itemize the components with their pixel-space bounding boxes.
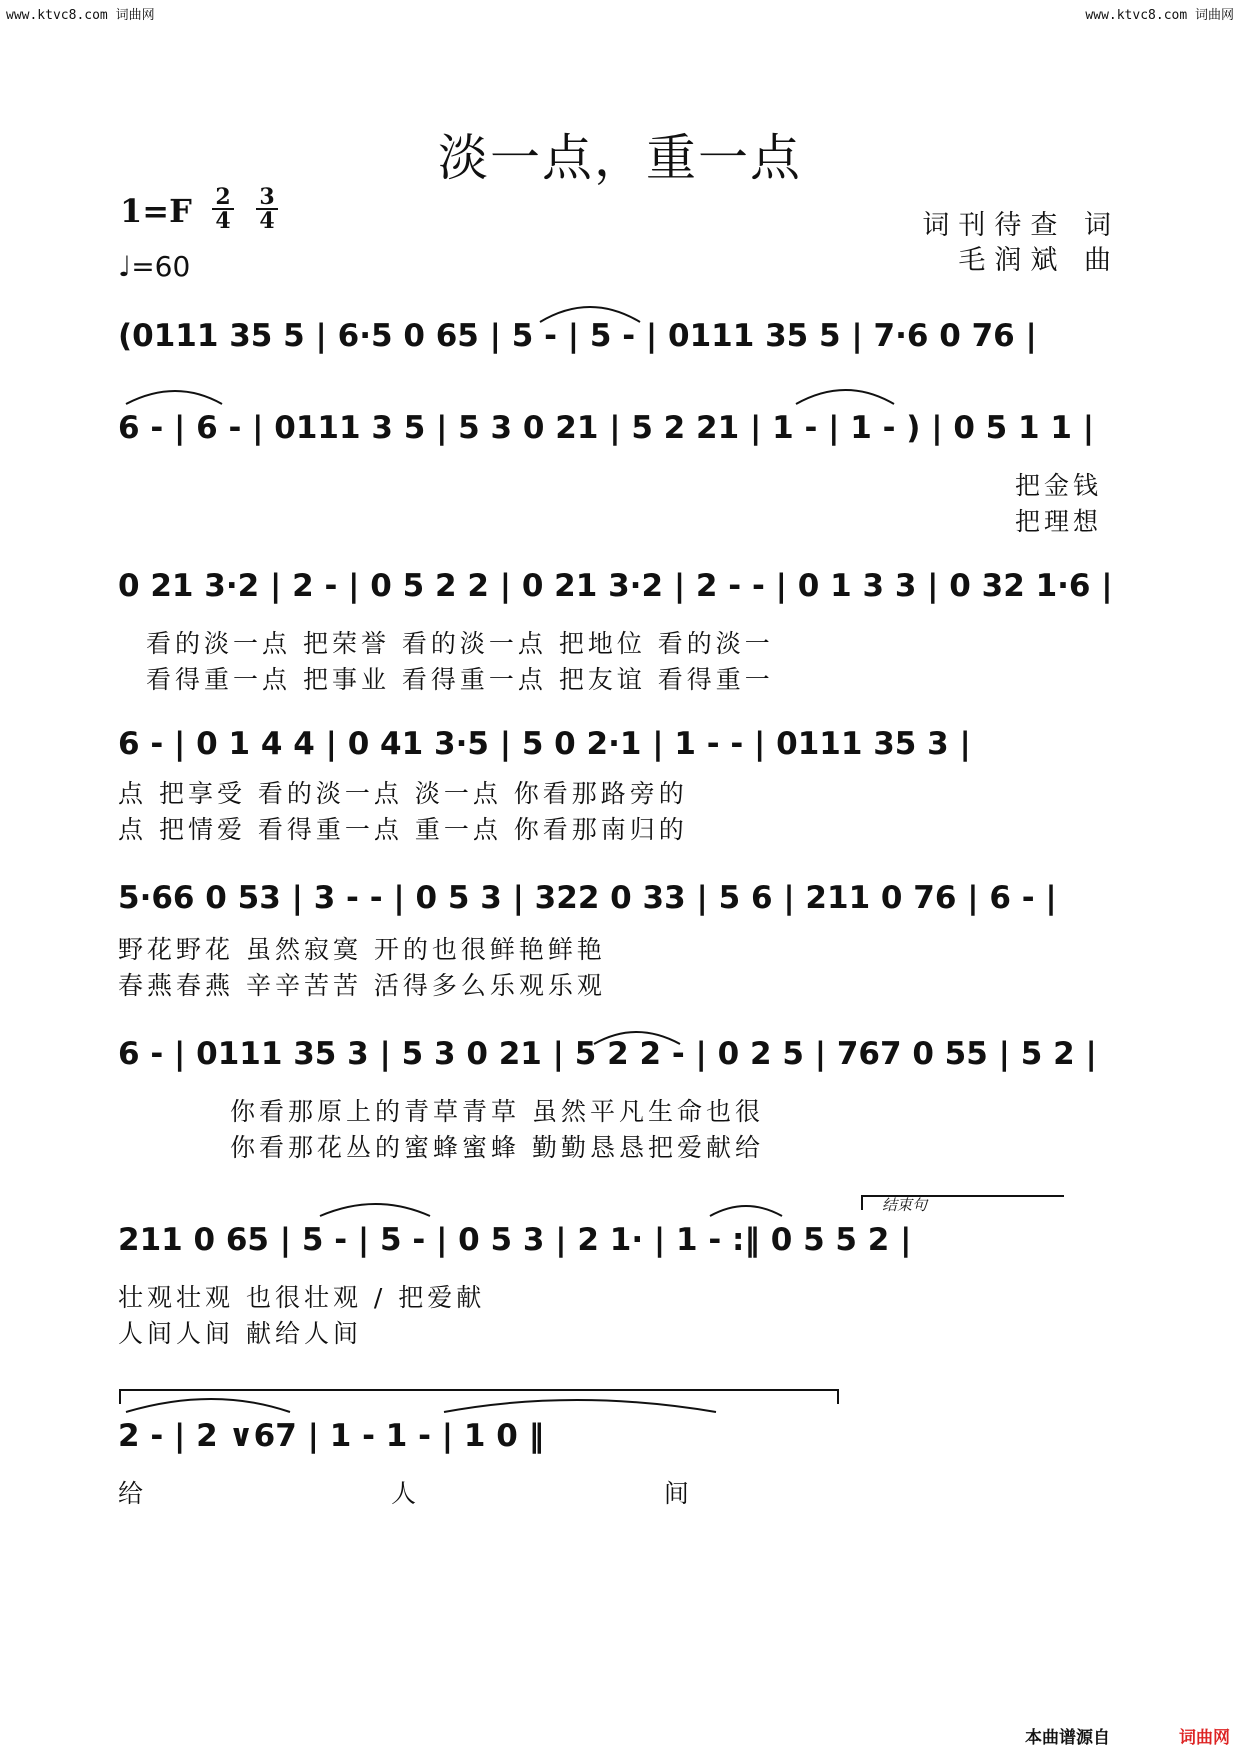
time-signature-2: 3 4	[256, 186, 278, 232]
slur	[126, 1399, 290, 1412]
slur	[796, 390, 894, 404]
lyrics-6-verse-1: 你看那原上的青草青草 虽然平凡生命也很	[230, 1097, 764, 1126]
slur	[710, 1206, 782, 1216]
lyrics-7-verse-2: 人间人间 献给人间	[118, 1319, 362, 1348]
lyricist-credit: 词刊待查 词	[922, 210, 1120, 241]
lyrics-3-verse-2: 看得重一点 把事业 看得重一点 把友谊 看得重一	[146, 665, 774, 694]
site-logo: 词曲网	[1179, 1728, 1230, 1748]
watermark-right: www.ktvc8.com 词曲网	[1085, 8, 1234, 23]
slur	[540, 307, 640, 322]
score-system-1: (0111 35 5 | 6·5 0 65 | 5 - | 5 - | 0111 35 5 | 7·6 0 76 |	[118, 318, 1037, 354]
score-system-8: 2 - | 2 ∨67 | 1 - 1 - | 1 0 ‖	[118, 1418, 545, 1454]
source-note: 本曲谱源自	[1025, 1728, 1110, 1748]
lyrics-7-verse-1: 壮观壮观 也很壮观 / 把爱献	[118, 1283, 486, 1312]
time-signature-1: 2 4	[212, 186, 234, 232]
composer-credit: 毛润斌 曲	[958, 245, 1120, 276]
ending-bracket	[862, 1196, 1064, 1210]
score-system-4: 6 - | 0 1 4 4 | 0 41 3·5 | 5 0 2·1 | 1 - - | 0111 35 3 |	[118, 726, 971, 762]
score-system-6: 6 - | 0111 35 3 | 5 3 0 21 | 5 2 2 - | 0 2 5 | 767 0 55 | 5 2 |	[118, 1036, 1097, 1072]
score-system-5: 5·66 0 53 | 3 - - | 0 5 3 | 322 0 33 | 5 6 | 211 0 76 | 6 - |	[118, 880, 1057, 916]
ending-label: 结束句	[882, 1196, 928, 1214]
score-system-2: 6 - | 6 - | 0111 3 5 | 5 3 0 21 | 5 2 21 | 1 - | 1 - ) | 0 5 1 1 |	[118, 410, 1095, 446]
song-title: 淡一点，重一点	[438, 129, 802, 187]
score-system-7: 211 0 65 | 5 - | 5 - | 0 5 3 | 2 1· | 1 - :‖ 0 5 5 2 |	[118, 1222, 912, 1258]
slur	[444, 1400, 716, 1412]
lyrics-6-verse-2: 你看那花丛的蜜蜂蜜蜂 勤勤恳恳把爱献给	[230, 1133, 764, 1162]
slur	[126, 391, 222, 404]
lyrics-2-verse-1: 把金钱	[1015, 471, 1103, 500]
lyrics-4-verse-1: 点 把享受 看的淡一点 淡一点 你看那路旁的	[118, 779, 688, 808]
lyrics-8-verse-1: 给 人 间	[118, 1479, 809, 1508]
lyrics-5-verse-2: 春燕春燕 辛辛苦苦 活得多么乐观乐观	[118, 971, 606, 1000]
lyrics-5-verse-1: 野花野花 虽然寂寞 开的也很鲜艳鲜艳	[118, 935, 606, 964]
slur	[594, 1032, 680, 1044]
key-signature: 1=F	[120, 192, 192, 230]
lyrics-4-verse-2: 点 把情爱 看得重一点 重一点 你看那南归的	[118, 815, 688, 844]
lyrics-2-verse-2: 把理想	[1015, 507, 1103, 536]
watermark-left: www.ktvc8.com 词曲网	[6, 8, 155, 23]
slur	[320, 1204, 430, 1216]
lyrics-3-verse-1: 看的淡一点 把荣誉 看的淡一点 把地位 看的淡一	[146, 629, 774, 658]
tempo-marking: ♩=60	[118, 250, 191, 283]
coda-bracket	[120, 1390, 838, 1404]
score-system-3: 0 21 3·2 | 2 - | 0 5 2 2 | 0 21 3·2 | 2 - - | 0 1 3 3 | 0 32 1·6 |	[118, 568, 1113, 604]
